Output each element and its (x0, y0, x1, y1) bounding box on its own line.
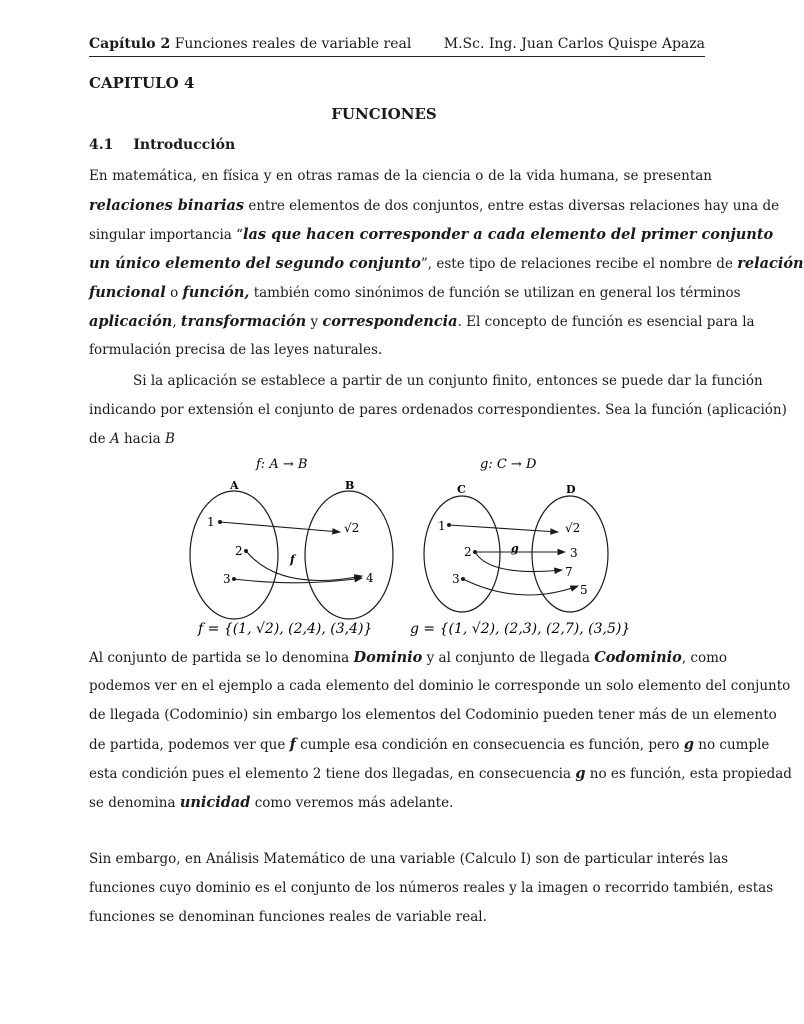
text-line: de llegada (Codominio) sin embargo los elementos del Codominio pueden tener más de un elemento (89, 707, 777, 723)
text-line (89, 730, 770, 759)
term-correspondencia: correspondencia (322, 313, 458, 330)
text-span: y al conjunto de llegada (422, 650, 595, 666)
text-line: indicando por extensión el conjunto de pares ordenados correspondientes. Sea la función (aplicación) (89, 402, 787, 418)
header-chapter-label: Capítulo 2 (89, 36, 171, 52)
symbol-f: f (289, 736, 296, 753)
page-title: FUNCIONES (331, 105, 437, 123)
symbol-g: g (683, 736, 694, 753)
text-line (89, 307, 755, 336)
term-codominio: Codominio (594, 649, 682, 666)
text-line: Sin embargo, en Análisis Matemático de una variable (Calculo I) son de particular interés las (89, 851, 729, 867)
set-a-ellipse (190, 491, 278, 619)
text-line (89, 788, 712, 817)
arrow-3-5 (463, 579, 578, 595)
set-a-ref: A (109, 431, 120, 447)
term-funcion: función, (182, 284, 250, 301)
domain-element: 1 (207, 515, 215, 529)
arrow-1-sqrt2 (220, 522, 340, 532)
set-b-label: B (345, 479, 355, 492)
symbol-g: g (575, 765, 586, 782)
text-span: de partida, podemos ver que (89, 737, 290, 753)
text-line: funciones se denominan funciones reales de variable real. (89, 909, 487, 925)
text-span: cumple esa condición en consecuencia es función, pero (295, 737, 684, 753)
definition-quote: las que hacen corresponder a cada elemento del primer conjunto (243, 226, 774, 243)
term-aplicacion: aplicación (89, 313, 173, 330)
text-line (89, 191, 780, 220)
text-line: En matemática, en física y en otras ramas de la ciencia o de la vida humana, se presentan (89, 168, 712, 184)
section-heading (89, 137, 255, 153)
set-b-ref: B (164, 431, 175, 447)
term-relacion: relación (737, 255, 804, 272)
set-c-ellipse (424, 496, 500, 612)
text-span: hacia (119, 431, 165, 447)
codomain-element: √2 (565, 521, 581, 535)
codomain-element: 5 (580, 583, 588, 597)
codomain-element: 7 (565, 565, 573, 579)
function-g-label: g (511, 542, 519, 555)
text-line: podemos ver en el ejemplo a cada elemento del dominio le corresponde un solo elemento del conjunto (89, 678, 791, 694)
set-c-label: C (457, 483, 466, 496)
text-line (89, 759, 792, 788)
header-author: M.Sc. Ing. Juan Carlos Quispe Apaza (443, 36, 705, 52)
section-number: 4.1 (89, 137, 114, 153)
paragraph-finite-sets (89, 367, 787, 454)
text-line: formulación precisa de las leyes naturales. (89, 342, 383, 358)
text-span: se denomina (89, 795, 180, 811)
codomain-element: 4 (366, 571, 374, 585)
text-line (89, 220, 774, 249)
domain-element: 2 (464, 545, 472, 559)
definition-quote-end: un único elemento del segundo conjunto (89, 255, 421, 272)
text-span: . El concepto de función es esencial para la (457, 314, 755, 330)
term-relaciones-binarias: relaciones binarias (89, 197, 245, 214)
formula-g: g = {(1, √2), (2,3), (2,7), (3,5)} (410, 621, 631, 637)
text-span: no cumple (694, 737, 770, 753)
text-span: entre elementos de dos conjuntos, entre estas diversas relaciones hay una de (244, 198, 780, 214)
text-span: singular importancia “ (89, 227, 244, 243)
text-span: o (165, 285, 183, 301)
section-title: Introducción (133, 137, 236, 153)
term-unicidad: unicidad (179, 794, 251, 811)
text-span: esta condición pues el elemento 2 tiene dos llegadas, en consecuencia (89, 766, 576, 782)
term-dominio: Dominio (353, 649, 423, 666)
codomain-element: 3 (570, 546, 578, 560)
text-span: Al conjunto de partida se lo denomina (89, 650, 354, 666)
header-chapter (89, 36, 411, 52)
text-line (89, 643, 728, 672)
set-b-ellipse (305, 491, 393, 619)
paragraph-intro (89, 162, 804, 365)
mapping-diagrams (180, 452, 631, 642)
paragraph-real-functions (89, 845, 774, 932)
domain-element: 2 (235, 544, 243, 558)
formula-f: f = {(1, √2), (2,4), (3,4)} (198, 621, 373, 637)
term-transformacion: transformación (180, 313, 307, 330)
text-span: de (89, 431, 110, 447)
mapping-f-title: f: A → B (256, 457, 308, 472)
domain-element: 3 (452, 572, 460, 586)
mapping-g-title: g: C → D (480, 457, 537, 472)
domain-element: 1 (438, 519, 446, 533)
text-line (89, 278, 741, 307)
header-chapter-title: Funciones reales de variable real (170, 36, 412, 52)
text-span: , (172, 314, 181, 330)
function-f-label: f (290, 553, 295, 566)
chapter-heading: CAPITULO 4 (89, 74, 195, 92)
text-span: también como sinónimos de función se utilizan en general los términos (249, 285, 741, 301)
text-line (89, 249, 804, 278)
arrow-1-sqrt2 (449, 525, 558, 532)
term-funcional: funcional (89, 284, 166, 301)
codomain-element: √2 (344, 521, 360, 535)
text-span: , como (681, 650, 728, 666)
set-d-label: D (566, 483, 576, 496)
text-span: como veremos más adelante. (250, 795, 454, 811)
text-span: no es función, esta propiedad (585, 766, 792, 782)
text-line: Si la aplicación se establece a partir de un conjunto finito, entonces se puede dar la función (133, 373, 763, 389)
arrow-2-4 (246, 551, 362, 580)
text-span: ”, este tipo de relaciones recibe el nombre de (420, 256, 738, 272)
domain-element: 3 (223, 572, 231, 586)
paragraph-domain-codomain (89, 643, 792, 817)
text-span: y (306, 314, 323, 330)
page-header (89, 36, 705, 57)
text-line (89, 425, 712, 454)
text-line: funciones cuyo dominio es el conjunto de los números reales y la imagen o recorrido también, estas (89, 880, 774, 896)
set-a-label: A (230, 479, 239, 492)
